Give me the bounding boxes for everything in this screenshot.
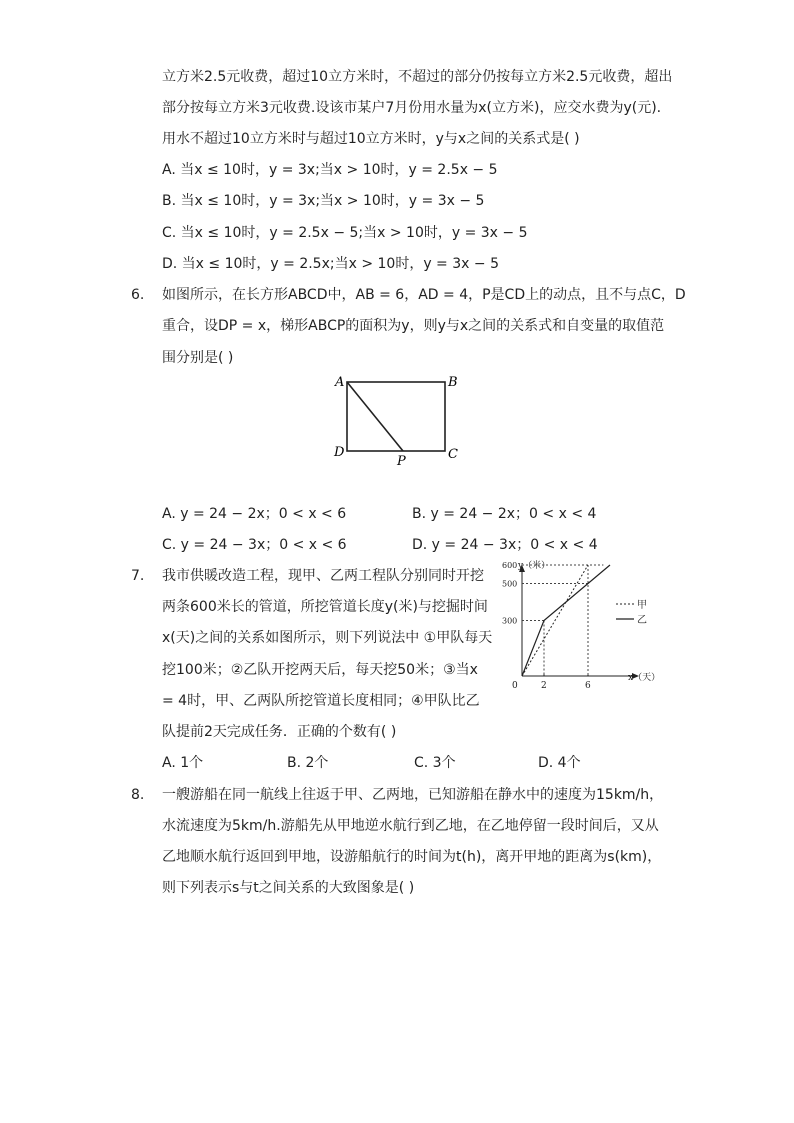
legend-yi-label: 乙 xyxy=(637,615,647,626)
y-tick-label-500: 500 xyxy=(502,579,518,589)
rectangle-abcd xyxy=(347,382,445,451)
q6-line-3: 围分别是( ) xyxy=(162,350,234,366)
legend-jia-label: 甲 xyxy=(637,600,647,611)
q6-line-1: 如图所示，在长方形ABCD中，AB = 6，AD = 4，P是CD上的动点，且不与点C，D xyxy=(162,287,686,303)
q6-number: 6. xyxy=(131,287,145,303)
label-d: D xyxy=(334,445,345,460)
q5-line-3: 用水不超过10立方米时与超过10立方米时，y与x之间的关系式是( ) xyxy=(162,131,580,147)
q5-option-a[interactable]: A. 当x ≤ 10时，y = 3x;当x > 10时，y = 2.5x − 5 xyxy=(162,162,498,178)
q8-line-2: 水流速度为5km/h.游船先从甲地逆水航行到乙地，在乙地停留一段时间后，又从 xyxy=(162,818,659,834)
q7-option-c[interactable]: C. 3个 xyxy=(414,755,456,771)
q7-line-6: 队提前2天完成任务．正确的个数有( ) xyxy=(162,724,397,740)
q7-line-3: x(天)之间的关系如图所示，则下列说法中 ①甲队每天 xyxy=(162,630,493,646)
segment-ap xyxy=(347,382,403,451)
q7-option-a[interactable]: A. 1个 xyxy=(162,755,204,771)
x-tick-label-2: 2 xyxy=(541,681,547,688)
q6-option-a[interactable]: A. y = 24 − 2x；0 < x < 6 xyxy=(162,506,347,522)
q6-option-c[interactable]: C. y = 24 − 3x；0 < x < 6 xyxy=(162,537,347,553)
x-axis-label: x（天） xyxy=(628,673,661,683)
q5-option-c[interactable]: C. 当x ≤ 10时，y = 2.5x − 5;当x > 10时，y = 3x − 5 xyxy=(162,225,528,241)
q5-line-1: 立方米2.5元收费，超过10立方米时，不超过的部分仍按每立方米2.5元收费，超出 xyxy=(162,69,673,85)
q7-line-1: 我市供暖改造工程，现甲、乙两工程队分别同时开挖 xyxy=(162,568,484,584)
q7-number: 7. xyxy=(131,568,145,584)
label-a: A xyxy=(335,375,345,390)
x-tick-label-6: 6 xyxy=(585,681,591,688)
q8-number: 8. xyxy=(131,787,145,803)
label-b: B xyxy=(448,375,458,390)
q5-option-d[interactable]: D. 当x ≤ 10时，y = 2.5x;当x > 10时，y = 3x − 5 xyxy=(162,256,499,272)
y-tick-label-600: 600 xyxy=(502,561,518,570)
q7-option-d[interactable]: D. 4个 xyxy=(538,755,581,771)
q7-line-chart xyxy=(494,556,674,688)
label-p: P xyxy=(397,454,406,469)
q7-line-5: = 4时，甲、乙两队所挖管道长度相同；④甲队比乙 xyxy=(162,693,480,709)
q8-line-1: 一艘游船在同一航线上往返于甲、乙两地，已知游船在静水中的速度为15km/h， xyxy=(162,787,664,803)
q6-option-d[interactable]: D. y = 24 − 3x；0 < x < 4 xyxy=(412,537,598,553)
q7-line-4: 挖100米；②乙队开挖两天后，每天挖50米；③当x xyxy=(162,662,478,678)
origin-label: 0 xyxy=(512,681,518,688)
q7-line-2: 两条600米长的管道，所挖管道长度y(米)与挖掘时间 xyxy=(162,599,488,615)
q6-option-b[interactable]: B. y = 24 − 2x；0 < x < 4 xyxy=(412,506,597,522)
rectangle-abcd-figure xyxy=(325,370,475,470)
q6-line-2: 重合，设DP = x，梯形ABCP的面积为y，则y与x之间的关系式和自变量的取值范 xyxy=(162,318,665,334)
q5-option-b[interactable]: B. 当x ≤ 10时，y = 3x;当x > 10时，y = 3x − 5 xyxy=(162,193,485,209)
label-c: C xyxy=(448,447,458,462)
q8-line-3: 乙地顺水航行返回到甲地，设游船航行的时间为t(h)，离开甲地的距离为s(km)， xyxy=(162,849,662,865)
y-axis-label: y（米） xyxy=(518,561,551,571)
q7-option-b[interactable]: B. 2个 xyxy=(287,755,329,771)
q5-line-2: 部分按每立方米3元收费.设该市某户7月份用水量为x(立方米)，应交水费为y(元). xyxy=(162,100,662,116)
y-tick-label-300: 300 xyxy=(502,616,518,626)
q8-line-4: 则下列表示s与t之间关系的大致图象是( ) xyxy=(162,880,415,896)
